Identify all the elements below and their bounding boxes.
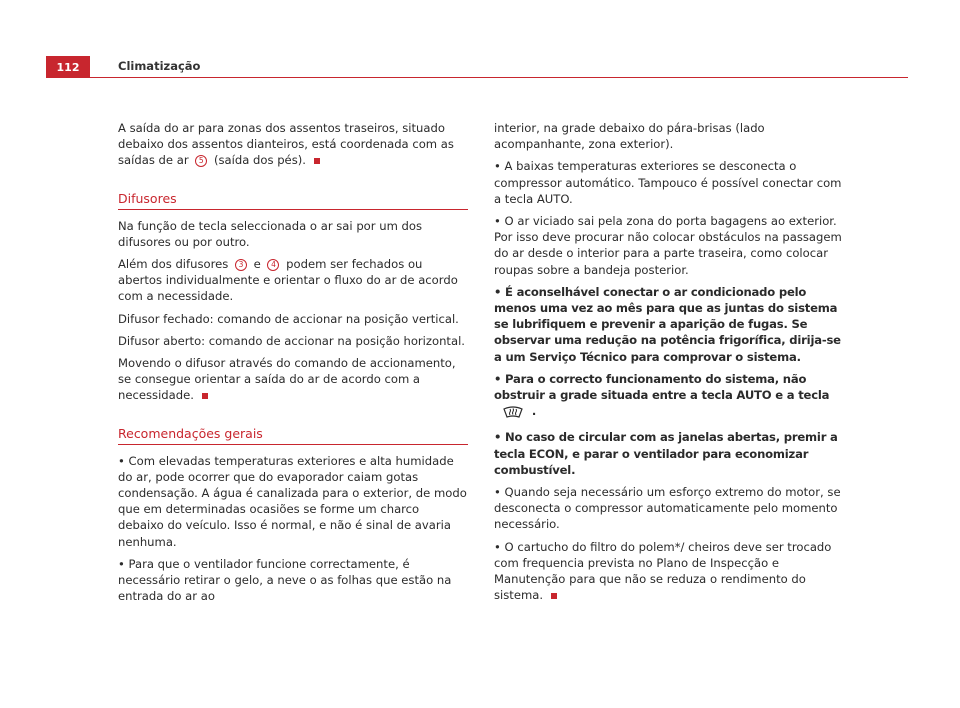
- right-p1: interior, na grade debaixo do pára-brisas (lado acompanhante, zona exterior).: [494, 121, 765, 152]
- left-column: [118, 120, 468, 610]
- page-number: 112: [46, 56, 90, 78]
- right-p2: • A baixas temperaturas exteriores se desconecta o compressor automático. Tampouco é possível conectar com a tecla AUTO.: [494, 159, 842, 206]
- difusores-p3: Difusor fechado: comando de accionar na posição vertical.: [118, 311, 459, 326]
- difusores-p2: [118, 256, 468, 305]
- section-title: Climatização: [118, 59, 201, 73]
- difusores-p4: Difusor aberto: comando de accionar na posição horizontal.: [118, 333, 465, 348]
- right-p8: [494, 539, 844, 604]
- right-p4: • É aconselhável conectar o ar condicionado pelo menos uma vez ao mês para que as juntas do sistema se lubrifiquem e prevenir a aparição de fugas. Se observar uma redução na potência frigorífica, dirija-se a um Serviço Técnico para comprovar o sistema.: [494, 284, 841, 364]
- right-column: [494, 120, 844, 609]
- windscreen-defrost-icon: [502, 405, 524, 423]
- intro-paragraph: [118, 120, 468, 169]
- recomendacoes-p2: • Para que o ventilador funcione correctamente, é necessário retirar o gelo, a neve o as folhas que estão na entrada do ar ao: [118, 556, 452, 604]
- difusores-heading: Difusores: [118, 191, 468, 210]
- right-p5: [494, 371, 844, 424]
- difusores-p2-conj: e: [253, 257, 261, 272]
- difusores-p2-start: Além dos difusores: [118, 257, 229, 272]
- callout-4-icon: 4: [267, 259, 279, 271]
- end-mark-icon: [314, 158, 320, 164]
- difusores-p1: Na função de tecla seleccionada o ar sai por um dos difusores ou por outro.: [118, 218, 423, 249]
- right-p5-text: • Para o correcto funcionamento do sistema, não obstruir a grade situada entre a tecla AUTO e a tecla: [494, 371, 830, 403]
- header-divider: [90, 77, 908, 78]
- difusores-p5-text: Movendo o difusor através do comando de accionamento, se consegue orientar a saída do ar de acordo com a necessidade.: [118, 356, 456, 403]
- end-mark-icon: [551, 593, 557, 599]
- right-p6: • No caso de circular com as janelas abertas, premir a tecla ECON, e parar o ventilador para economizar combustível.: [494, 430, 838, 477]
- right-p7: • Quando seja necessário um esforço extremo do motor, se desconecta o compressor automaticamente pelo momento necessário.: [494, 485, 841, 532]
- difusores-p2-end: podem ser fechados ou abertos individualmente e orientar o fluxo do ar de acordo com a necessidade.: [118, 257, 458, 304]
- callout-3-icon: 3: [235, 259, 247, 271]
- right-p3: • O ar viciado sai pela zona do porta bagagens ao exterior. Por isso deve procurar não colocar obstáculos na passagem do ar desde o interior para a parte traseira, como colocar roupas sobre a bandeja posterior.: [494, 214, 842, 277]
- recomendacoes-heading: Recomendações gerais: [118, 426, 468, 445]
- right-p8-text: • O cartucho do filtro do polem*/ cheiros deve ser trocado com frequencia prevista no Plano de Inspecção e Manutenção para que não se reduza o rendimento do sistema.: [494, 539, 832, 603]
- intro-text-end: (saída dos pés).: [213, 153, 306, 168]
- end-mark-icon: [202, 393, 208, 399]
- right-p5-end: .: [531, 404, 537, 419]
- intro-text: A saída do ar para zonas dos assentos traseiros, situado debaixo dos assentos dianteiros, está coordenada com as saídas de ar: [118, 121, 454, 168]
- recomendacoes-p1: • Com elevadas temperaturas exteriores e alta humidade do ar, pode ocorrer que do evaporador caiam gotas condensação. A água é canalizada para o exterior, de modo que em determinadas ocasiões se forme um charco debaixo do veículo. Isso é normal, e não é sinal de avaria nenhuma.: [118, 453, 467, 549]
- callout-5-icon: 5: [195, 155, 207, 167]
- difusores-p5: [118, 355, 468, 404]
